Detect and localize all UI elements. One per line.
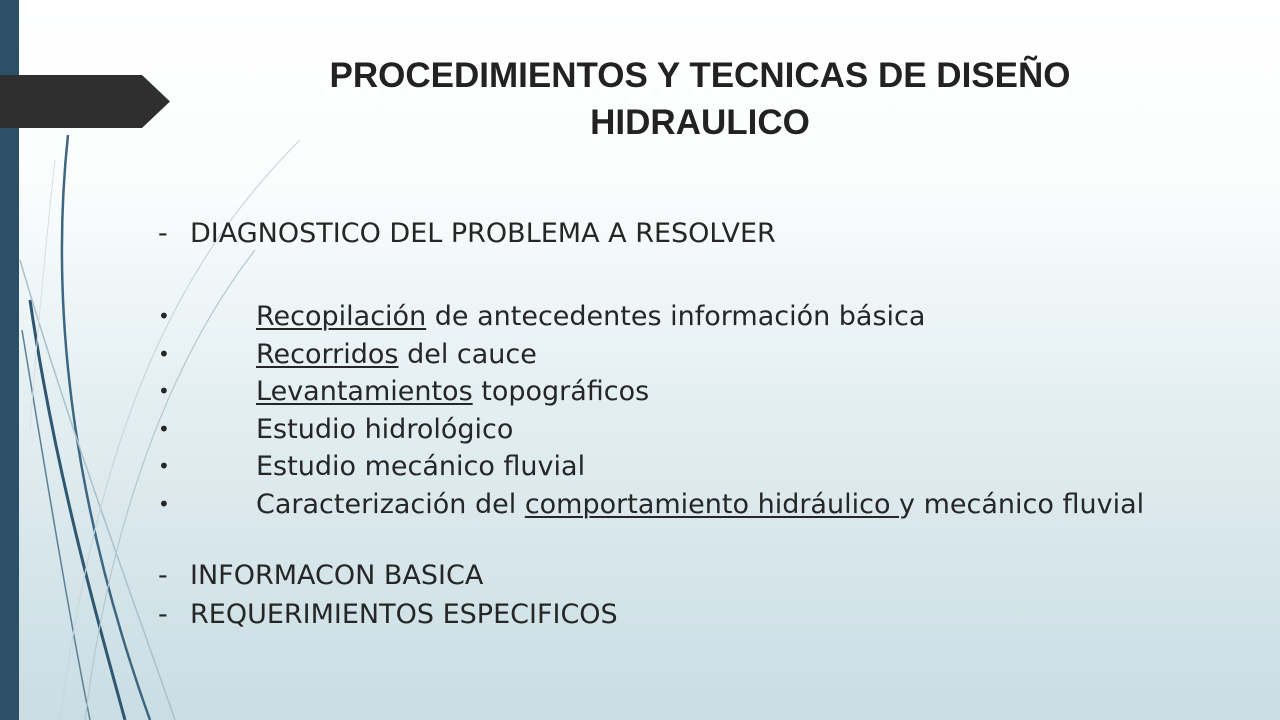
section-heading [158,556,1280,595]
bullet-item [158,486,1280,524]
bullet-icon: • [158,379,170,403]
title-tab [0,75,170,128]
bullet-text: y mecánico fluvial [899,488,1145,520]
slide-body [158,214,1280,634]
bullet-underlined-text: Levantamientos [256,376,473,407]
bullet-text: Caracterización del [256,488,525,520]
section-heading [158,214,1280,253]
bullet-text: de antecedentes información básica [426,301,926,332]
bullet-text: Estudio hidrológico [256,413,514,445]
bullet-icon: • [158,454,170,478]
bullet-item [158,336,1280,374]
bullet-text: Estudio mecánico fluvial [256,451,586,482]
dash-marker: - [158,560,168,591]
section-heading-text: REQUERIMIENTOS ESPECIFICOS [190,599,618,630]
bullet-icon: • [158,341,170,366]
section-heading [158,595,1280,634]
bullet-icon: • [158,304,170,328]
section-heading-text: DIAGNOSTICO DEL PROBLEMA A RESOLVER [190,218,776,249]
bullet-item [158,448,1280,486]
dash-marker: - [158,218,168,249]
bullet-text: topográficos [472,376,650,407]
section-heading-text: INFORMACON BASICA [190,560,484,591]
dash-marker: - [158,599,168,630]
bullet-item [158,411,1280,449]
bullet-underlined-text: comportamiento hidráulico [524,488,900,520]
title-line-1: PROCEDIMIENTOS Y TECNICAS DE DISEÑO [329,56,1071,95]
slide-title [190,52,1210,146]
bullet-underlined-text: Recorridos [256,338,399,370]
bullet-item [158,373,1280,411]
title-line-2: HIDRAULICO [590,103,810,142]
bullet-icon: • [158,416,170,441]
bullet-icon: • [158,491,170,516]
bullet-text: del cauce [398,338,537,370]
bullet-underlined-text: Recopilación [256,301,427,332]
bullet-item [158,298,1280,336]
